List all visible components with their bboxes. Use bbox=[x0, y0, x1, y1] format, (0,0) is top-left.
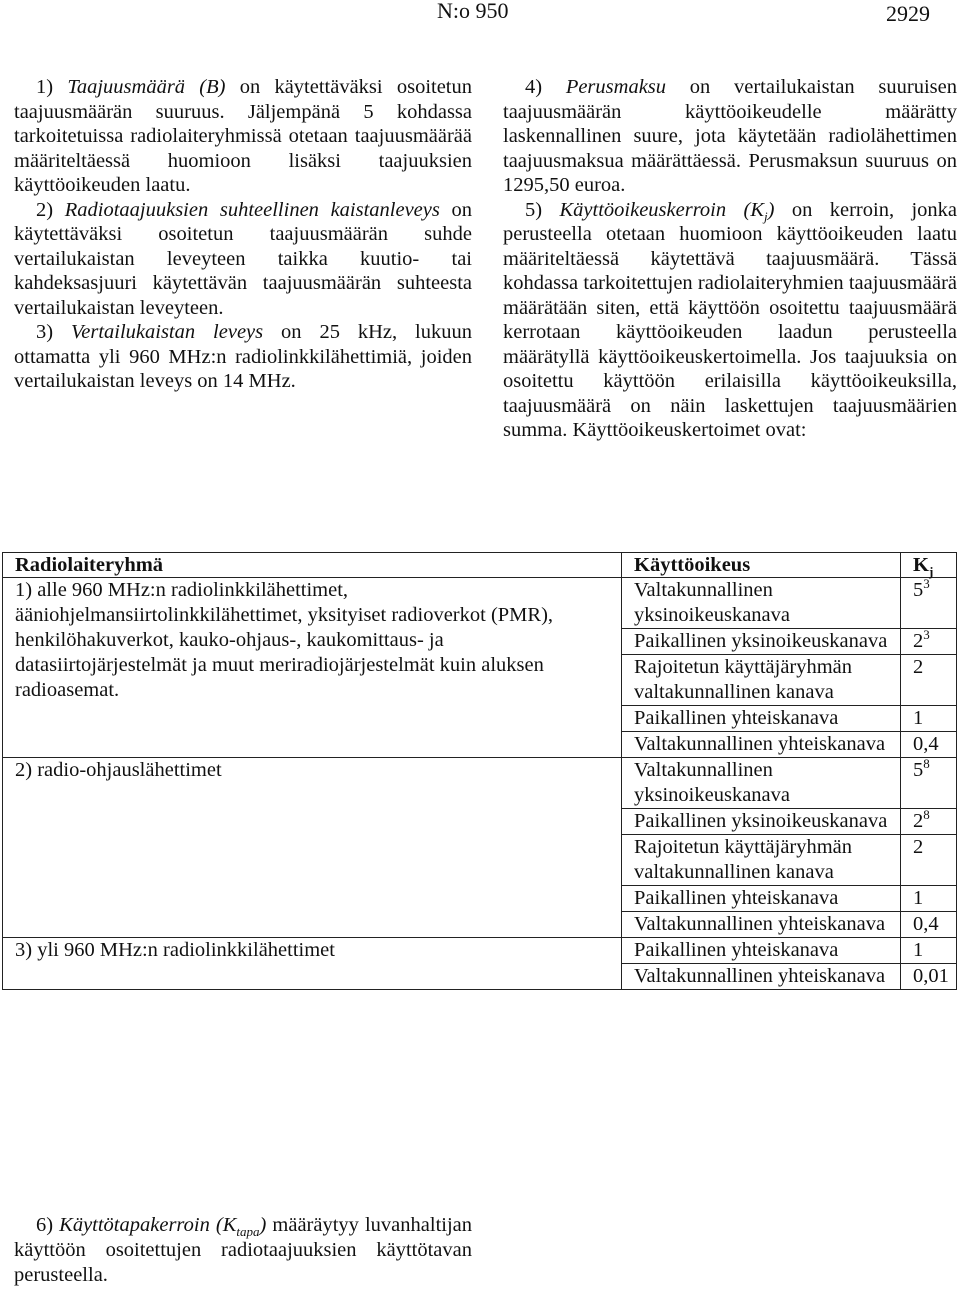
group-name: 1) alle 960 MHz:n radiolinkkilähettimet, ääniohjelmansiirtolinkkilähettimet, yksityiset radioverkot (PMR), henkilöhakuverkot, kauko-ohjaus-, kaukomittaus- ja datasiirtojärjestelmät ja muut meriradiojärjestelmät kuin aluksen radioasemat. bbox=[3, 578, 622, 758]
right-type: Paikallinen yhteiskanava bbox=[622, 886, 901, 912]
table-row bbox=[3, 758, 957, 809]
coefficient-exponent: 8 bbox=[923, 756, 930, 772]
footer-definition bbox=[14, 1213, 472, 1288]
right-type: Valtakunnallinen yksinoikeuskanava bbox=[622, 758, 901, 809]
term-5: Käyttöoikeuskerroin $(K_j)$ bbox=[559, 198, 775, 224]
right-type: Valtakunnallinen yhteiskanava bbox=[622, 912, 901, 938]
coefficient-value bbox=[901, 732, 957, 758]
right-type: Rajoitetun käyttäjäryhmän valtakunnallinen kanava bbox=[622, 655, 901, 706]
right-type: Paikallinen yksinoikeuskanava bbox=[622, 629, 901, 655]
right-type: Paikallinen yhteiskanava bbox=[622, 938, 901, 964]
coefficient-value bbox=[901, 706, 957, 732]
definition-1: 1) Taajuusmäärä (B) on käytettäväksi osoitetun taajuusmäärän suuruus. Jäljempänä 5 kohdassa tarkoitetuissa radiolaiteryhmissä otetaan taajuusmäärää määriteltäessä huomioon lisäksi taajuuksien käyttöoikeuden laatu. bbox=[14, 76, 473, 196]
coefficient-exponent: 8 bbox=[923, 807, 930, 823]
coefficient-value bbox=[901, 629, 957, 655]
right-type: Valtakunnallinen yksinoikeuskanava bbox=[622, 578, 901, 629]
coefficient-exponent: 3 bbox=[923, 627, 930, 643]
right-column bbox=[503, 75, 957, 443]
right-type: Valtakunnallinen yhteiskanava bbox=[622, 732, 901, 758]
coefficient-value bbox=[901, 964, 957, 990]
table-row bbox=[3, 938, 957, 964]
group-name: 2) radio-ohjauslähettimet bbox=[3, 758, 622, 938]
table-row bbox=[3, 578, 957, 629]
coefficient-value bbox=[901, 809, 957, 835]
definition-3: 3) Vertailukaistan leveys on 25 kHz, lukuun ottamatta yli 960 MHz:n radiolinkkilähettimiä, joiden vertailukaistan leveys on 14 MHz. bbox=[14, 321, 473, 392]
term-6: Käyttötapakerroin $(K_{tapa})$ bbox=[59, 1214, 267, 1240]
coefficient-base: 0,4 bbox=[913, 913, 939, 935]
definition-5: 5) Käyttöoikeuskerroin $(K_j)$ on kerroin, jonka perusteella otetaan huomioon käyttöoikeuden laatu määriteltäessä käytettävä taajuusmäärä. Tässä kohdassa tarkoitettujen radiolaiteryhmien taajuusmäärä määrätään siten, että käyttöön osoitettu taajuusmäärä kerrotaan käyttöoikeuden laadun perusteella määrätyllä käyttöoikeuskertoimella. Jos taajuuksia on osoitettu käyttöön erilaisilla käyttöoikeuksilla, taajuusmäärä on näin laskettujen taajuusmäärien summa. Käyttöoikeuskertoimet ovat: bbox=[503, 198, 958, 441]
coefficient-base: 2 bbox=[913, 656, 924, 678]
coefficient-base: 2 bbox=[913, 836, 924, 858]
coefficient-value bbox=[901, 938, 957, 964]
term-2: Radiotaajuuksien suhteellinen kaistanleveys bbox=[64, 198, 440, 221]
right-type: Paikallinen yksinoikeuskanava bbox=[622, 809, 901, 835]
coefficient-base: 1 bbox=[913, 887, 924, 909]
definition-2: 2) Radiotaajuuksien suhteellinen kaistanleveys on käytettäväksi osoitetun taajuusmäärän suhde vertailukaistan leveyteen taikka kuutio- tai kahdeksasjuuri käytettävän taajuusmäärän suhteesta vertailukaistan leveyteen. bbox=[14, 198, 473, 319]
term-1: Taajuusmäärä (B) bbox=[67, 76, 226, 98]
coefficient-exponent: 3 bbox=[923, 576, 930, 592]
coefficient-base: 1 bbox=[913, 939, 924, 961]
term-4: Perusmaksu bbox=[565, 76, 667, 98]
coefficient-base: 2 bbox=[913, 630, 924, 652]
coefficient-base: 2 bbox=[913, 810, 924, 832]
right-type: Valtakunnallinen yhteiskanava bbox=[622, 964, 901, 990]
coefficient-base: 0,01 bbox=[913, 965, 949, 987]
table-body bbox=[3, 578, 957, 990]
coefficient-base: 5 bbox=[913, 759, 924, 781]
coefficient-value bbox=[901, 578, 957, 629]
right-type: Rajoitetun käyttäjäryhmän valtakunnallinen kanava bbox=[622, 835, 901, 886]
coefficient-base: 5 bbox=[913, 579, 924, 601]
coefficient-base: 1 bbox=[913, 707, 924, 729]
term-3: Vertailukaistan leveys bbox=[71, 321, 264, 343]
coefficient-value bbox=[901, 655, 957, 706]
header-group: Radiolaiteryhmä bbox=[3, 553, 622, 578]
coefficient-table bbox=[2, 552, 957, 990]
right-type: Paikallinen yhteiskanava bbox=[622, 706, 901, 732]
definition-6: 6) Käyttötapakerroin $(K_{tapa})$ määräytyy luvanhaltijan käyttöön osoitettujen radiotaajuuksien käyttötavan perusteella. bbox=[14, 1214, 473, 1286]
coefficient-value bbox=[901, 912, 957, 938]
header-right: Käyttöoikeus bbox=[622, 553, 901, 578]
coefficient-value bbox=[901, 758, 957, 809]
definition-4: 4) Perusmaksu on vertailukaistan suuruisen taajuusmäärän käyttöoikeudelle määrätty laskennallinen suure, jota käytetään radiolähettimen taajuusmaksua määrättäessä. Perusmaksun suuruus on 1295,50 euroa. bbox=[503, 76, 957, 196]
left-column bbox=[14, 75, 472, 394]
issue-number: N:o 950 bbox=[437, 0, 509, 23]
table-header-row bbox=[3, 553, 957, 578]
group-name: 3) yli 960 MHz:n radiolinkkilähettimet bbox=[3, 938, 622, 990]
page-number: 2929 bbox=[886, 1, 930, 26]
coefficient-value bbox=[901, 835, 957, 886]
header-kj: $K_j$ bbox=[901, 553, 957, 578]
coefficient-base: 0,4 bbox=[913, 733, 939, 755]
coefficient-value bbox=[901, 886, 957, 912]
